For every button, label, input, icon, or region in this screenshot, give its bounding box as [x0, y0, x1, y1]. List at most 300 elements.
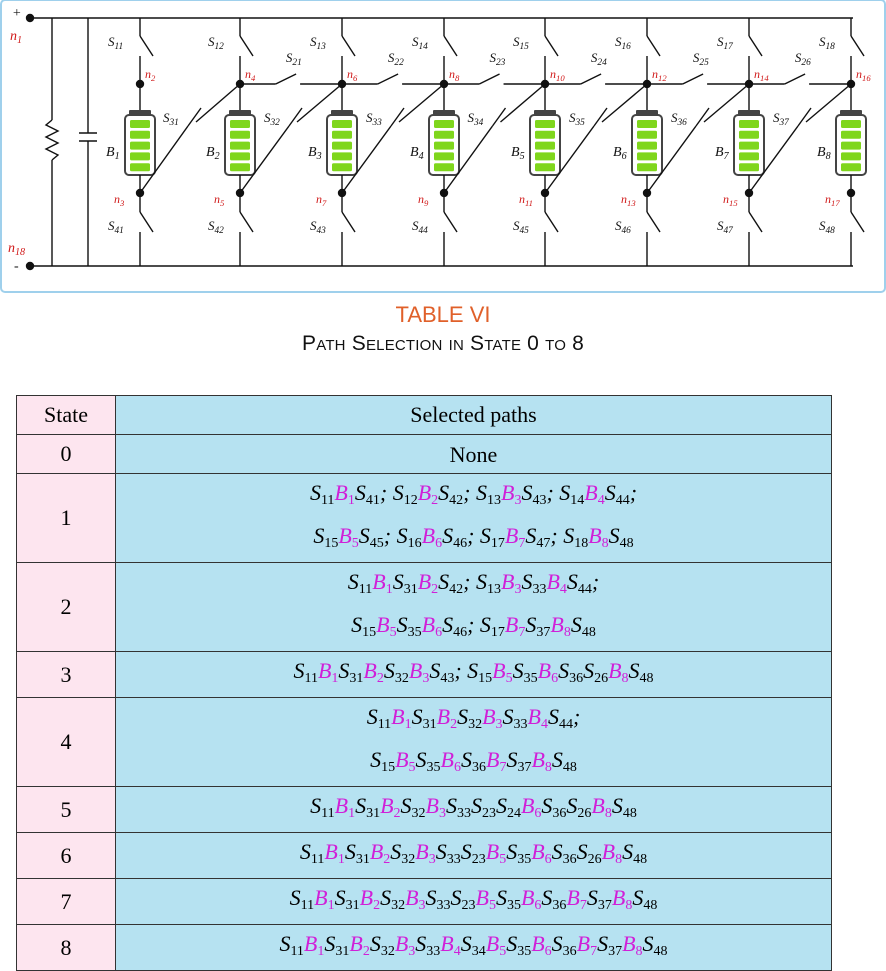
switch-label-top: $S_{13}$ — [310, 34, 326, 52]
switch-term: $S_{12}$ — [392, 480, 418, 508]
battery-term: $B_3$ — [405, 885, 426, 913]
paths-cell — [116, 435, 832, 474]
switch-term: $S_{33}$ — [521, 569, 547, 597]
battery-term: $B_3$ — [482, 704, 503, 732]
battery-term: $B_6$ — [520, 793, 542, 821]
switch-label-diag: $S_{36}$ — [671, 110, 687, 128]
node-label-n1: $n_1$ — [10, 29, 23, 46]
switch-term: $S_{13}$ — [475, 480, 501, 508]
state-cell: 3 — [17, 652, 116, 698]
switch-term: $S_{48}$ — [551, 747, 577, 775]
diag-switch-blade — [188, 108, 201, 126]
switch-term: $S_{16}$ — [396, 523, 422, 551]
battery-cell — [535, 152, 555, 160]
circuit-figure — [0, 0, 886, 295]
switch-term: $S_{15}$ — [351, 612, 377, 640]
switch-term: $S_{36}$ — [541, 885, 567, 913]
table-title: Path Selection in State 0 to 8 — [302, 332, 584, 355]
switch-term: $S_{23}$ — [470, 793, 496, 821]
state-cell: 1 — [17, 474, 116, 563]
battery-term: $B_8$ — [588, 523, 609, 551]
switch-term: $S_{37}$ — [525, 612, 551, 640]
state-cell: 6 — [17, 833, 116, 879]
battery-term: $B_1$ — [314, 885, 335, 913]
battery-term: $B_1$ — [334, 480, 355, 508]
mid-switch-blade — [276, 74, 296, 84]
path-line — [117, 880, 830, 923]
switch-term: $S_{15}$ — [313, 523, 339, 551]
state-cell: 4 — [17, 698, 116, 787]
battery-cell — [332, 163, 352, 171]
switch-term: $S_{45}$ — [358, 523, 384, 551]
battery-cell — [637, 120, 657, 128]
node-label-top: $n_{10}$ — [550, 67, 565, 83]
battery-cell — [230, 142, 250, 150]
switch-label-mid: $S_{23}$ — [489, 50, 506, 68]
battery-term: $B_2$ — [436, 704, 458, 732]
battery-cell — [230, 120, 250, 128]
battery-cell — [130, 120, 150, 128]
switch-term: $S_{26}$ — [583, 658, 609, 686]
switch-term: $S_{48}$ — [570, 612, 596, 640]
paths-cell — [116, 563, 832, 652]
battery-cell — [637, 152, 657, 160]
battery-cell — [637, 163, 657, 171]
switch-term: $S_{11}$ — [309, 480, 335, 508]
switch-term: $S_{48}$ — [642, 931, 668, 959]
battery-cell — [130, 131, 150, 139]
switch-term: $S_{37}$ — [586, 885, 612, 913]
switch-term: $S_{32}$ — [383, 658, 409, 686]
switch-term: $S_{32}$ — [380, 885, 406, 913]
battery-term: $B_1$ — [317, 658, 339, 686]
switch-term: $S_{33}$ — [415, 931, 441, 959]
switch-term: $S_{18}$ — [563, 523, 589, 551]
battery-term: $B_6$ — [531, 931, 552, 959]
switch-term: $S_{35}$ — [495, 885, 521, 913]
switch-term: $S_{14}$ — [559, 480, 585, 508]
mid-switch-blade — [479, 74, 499, 84]
battery-label: $B_8$ — [817, 145, 831, 162]
switch-label-top: $S_{15}$ — [513, 34, 529, 52]
switch-label-bottom: $S_{41}$ — [108, 218, 124, 236]
switch-term: $S_{23}$ — [450, 885, 476, 913]
path-line: None — [449, 441, 498, 467]
switch-bottom-blade — [851, 212, 864, 232]
switch-term: $S_{11}$ — [366, 704, 392, 732]
switch-term: $S_{46}$ — [442, 612, 468, 640]
battery-term: $B_2$ — [417, 480, 439, 508]
battery-term: $B_7$ — [504, 612, 526, 640]
battery-cell — [130, 142, 150, 150]
header-selected-paths: Selected paths — [116, 396, 832, 435]
switch-term: $S_{23}$ — [460, 839, 486, 867]
switch-term: $S_{32}$ — [390, 839, 416, 867]
mid-switch-blade — [785, 74, 805, 84]
node-label-top: $n_4$ — [245, 67, 256, 83]
path-line: $S_{11}B_1S_{31}B_2S_{42}$; $S_{13}B_3S_{33}B_4S_{44}$; — [347, 569, 600, 597]
battery-cell — [535, 120, 555, 128]
battery-term: $B_2$ — [369, 839, 391, 867]
battery-term: $B_4$ — [440, 931, 461, 959]
battery-cell — [535, 131, 555, 139]
switch-label-mid: $S_{22}$ — [387, 50, 404, 68]
diag-switch-blade — [798, 108, 811, 126]
battery-cell — [230, 131, 250, 139]
switch-top-blade — [444, 36, 457, 56]
switch-term: $S_{26}$ — [576, 839, 602, 867]
state-cell: 7 — [17, 879, 116, 925]
switch-label-diag: $S_{31}$ — [163, 110, 179, 128]
mid-switch-blade — [581, 74, 601, 84]
resistor-symbol — [46, 120, 58, 160]
switch-term: $S_{33}$ — [435, 839, 461, 867]
switch-label-mid: $S_{24}$ — [590, 50, 607, 68]
battery-term: $B_5$ — [338, 523, 359, 551]
switch-term: $S_{44}$ — [566, 569, 592, 597]
switch-bottom-blade — [545, 212, 558, 232]
battery-label: $B_4$ — [410, 145, 424, 162]
switch-term: $S_{31}$ — [338, 658, 364, 686]
battery-cell — [739, 163, 759, 171]
state-cell: 8 — [17, 925, 116, 971]
battery-cell — [130, 163, 150, 171]
battery-cell — [434, 142, 454, 150]
battery-label: $B_7$ — [715, 145, 729, 162]
node-label-top: $n_{12}$ — [652, 67, 667, 83]
battery-term: $B_4$ — [584, 480, 605, 508]
battery-term: $B_7$ — [566, 885, 587, 913]
switch-label-top: $S_{14}$ — [412, 34, 428, 52]
paths-cell — [116, 652, 832, 698]
battery-term: $B_7$ — [504, 523, 526, 551]
switch-term: $S_{35}$ — [506, 931, 532, 959]
circuit-diagram — [0, 0, 886, 295]
battery-term: $B_1$ — [303, 931, 325, 959]
node-label-top: $n_8$ — [449, 67, 460, 83]
switch-term: $S_{11}$ — [299, 839, 325, 867]
table-row — [17, 787, 832, 833]
table-row — [17, 652, 832, 698]
switch-term: $S_{36}$ — [461, 747, 486, 775]
battery-cell — [434, 120, 454, 128]
battery-cell — [535, 163, 555, 171]
node-label-bottom: $n_{13}$ — [621, 192, 636, 208]
header-state: State — [17, 396, 116, 435]
switch-term: $S_{34}$ — [460, 931, 486, 959]
battery-term: $B_6$ — [421, 612, 443, 640]
switch-bottom-blade — [749, 212, 762, 232]
switch-term: $S_{44}$ — [547, 704, 573, 732]
switch-term: $S_{33}$ — [445, 793, 471, 821]
switch-label-mid: $S_{26}$ — [794, 50, 811, 68]
battery-term: $B_7$ — [486, 747, 507, 775]
rail-plus-label: + — [12, 6, 22, 21]
battery-term: $B_4$ — [546, 569, 567, 597]
switch-term: $S_{31}$ — [411, 704, 437, 732]
battery-term: $B_7$ — [576, 931, 598, 959]
switch-bottom-blade — [240, 212, 253, 232]
path-line: $S_{11}B_1S_{31}B_2S_{32}B_3S_{33}B_4S_{44}$; — [366, 704, 581, 732]
battery-cell — [637, 142, 657, 150]
switch-term: $S_{48}$ — [611, 793, 637, 821]
switch-term: $S_{11}$ — [347, 569, 373, 597]
switch-term: $S_{48}$ — [622, 839, 648, 867]
path-selection-table — [16, 395, 832, 971]
battery-term: $B_6$ — [531, 839, 552, 867]
switch-term: $S_{37}$ — [506, 747, 532, 775]
battery-label: $B_6$ — [613, 145, 627, 162]
node-label-top: $n_{14}$ — [754, 67, 769, 83]
battery-term: $B_2$ — [349, 931, 370, 959]
switch-top-blade — [240, 36, 253, 56]
switch-term: $S_{35}$ — [415, 747, 441, 775]
switch-term: $S_{33}$ — [502, 704, 528, 732]
switch-term: $S_{36}$ — [558, 658, 584, 686]
switch-label-mid: $S_{25}$ — [692, 50, 709, 68]
battery-term: $B_5$ — [395, 747, 416, 775]
switch-label-bottom: $S_{48}$ — [819, 218, 835, 236]
switch-term: $S_{32}$ — [369, 931, 395, 959]
table-row — [17, 698, 832, 787]
switch-term: $S_{32}$ — [457, 704, 483, 732]
switch-term: $S_{31}$ — [324, 931, 350, 959]
battery-cell — [841, 152, 861, 160]
battery-term: $B_2$ — [417, 569, 439, 597]
switch-term: $S_{36}$ — [541, 793, 567, 821]
switch-term: $S_{31}$ — [334, 885, 360, 913]
battery-cell — [332, 142, 352, 150]
battery-cell — [434, 152, 454, 160]
battery-term: $B_3$ — [500, 569, 522, 597]
switch-term: $S_{43}$ — [521, 480, 547, 508]
mid-switch-blade — [378, 74, 398, 84]
switch-term: $S_{31}$ — [355, 793, 381, 821]
battery-term: $B_8$ — [622, 931, 643, 959]
paths-cell — [116, 925, 832, 971]
switch-term: $S_{35}$ — [396, 612, 422, 640]
table-number: TABLE VI — [395, 302, 491, 327]
battery-cell — [841, 131, 861, 139]
node-label-bottom: $n_5$ — [214, 192, 225, 208]
path-line: $S_{15}B_5S_{45}$; $S_{16}B_6S_{46}$; $S_{17}B_7S_{47}$; $S_{18}B_8S_{48}$ — [313, 523, 634, 551]
battery-cell — [332, 152, 352, 160]
battery-cell — [332, 131, 352, 139]
switch-top-blade — [851, 36, 864, 56]
diag-switch-blade — [391, 108, 404, 126]
switch-term: $S_{42}$ — [438, 480, 464, 508]
switch-label-mid: $S_{21}$ — [285, 50, 302, 68]
terminal-pos — [26, 14, 34, 22]
paths-cell — [116, 833, 832, 879]
switch-bottom-blade — [444, 212, 457, 232]
diag-switch-blade — [696, 108, 709, 126]
switch-term: $S_{11}$ — [293, 658, 318, 686]
battery-term: $B_2$ — [363, 658, 384, 686]
switch-term: $S_{17}$ — [479, 523, 505, 551]
switch-term: $S_{24}$ — [495, 793, 521, 821]
node-label-top: $n_{16}$ — [856, 67, 871, 83]
switch-term: $S_{44}$ — [604, 480, 630, 508]
battery-term: $B_1$ — [372, 569, 393, 597]
switch-top-blade — [140, 36, 153, 56]
paths-cell — [116, 787, 832, 833]
node-label-n18: $n_{18}$ — [8, 241, 26, 258]
diag-switch-blade — [594, 108, 607, 126]
path-line — [117, 742, 830, 785]
table-row — [17, 879, 832, 925]
battery-cell — [841, 163, 861, 171]
battery-cell — [130, 152, 150, 160]
node-label-bottom: $n_9$ — [418, 192, 429, 208]
switch-term: $S_{32}$ — [400, 793, 426, 821]
switch-bottom-blade — [342, 212, 355, 232]
path-line — [117, 834, 830, 877]
switch-label-diag: $S_{33}$ — [366, 110, 382, 128]
node-label-bottom: $n_{15}$ — [723, 192, 738, 208]
switch-top-blade — [342, 36, 355, 56]
battery-cell — [841, 142, 861, 150]
switch-term: $S_{15}$ — [467, 658, 493, 686]
battery-term: $B_2$ — [359, 885, 381, 913]
battery-cell — [332, 120, 352, 128]
switch-term: $S_{11}$ — [289, 885, 315, 913]
battery-term: $B_6$ — [520, 885, 542, 913]
switch-term: $S_{13}$ — [475, 569, 501, 597]
battery-term: $B_1$ — [334, 793, 356, 821]
battery-cell — [230, 163, 250, 171]
switch-term: $S_{43}$ — [429, 658, 455, 686]
battery-label: $B_3$ — [308, 145, 322, 162]
switch-term: $S_{41}$ — [354, 480, 380, 508]
switch-term: $S_{36}$ — [551, 931, 577, 959]
battery-label: $B_2$ — [206, 145, 220, 162]
switch-top-blade — [647, 36, 660, 56]
switch-label-bottom: $S_{44}$ — [412, 218, 428, 236]
node-label-bottom: $n_3$ — [114, 192, 125, 208]
mid-switch-blade — [683, 74, 703, 84]
battery-term: $B_5$ — [485, 839, 507, 867]
battery-term: $B_3$ — [425, 793, 446, 821]
state-cell: 0 — [17, 435, 116, 474]
battery-cell — [739, 152, 759, 160]
switch-label-top: $S_{16}$ — [615, 34, 631, 52]
switch-label-diag: $S_{35}$ — [569, 110, 585, 128]
battery-term: $B_5$ — [485, 931, 507, 959]
battery-term: $B_3$ — [408, 658, 430, 686]
switch-term: $S_{35}$ — [512, 658, 538, 686]
diag-switch-blade — [289, 108, 302, 126]
switch-label-bottom: $S_{43}$ — [310, 218, 326, 236]
battery-term: $B_8$ — [601, 839, 623, 867]
diag-switch-blade — [493, 108, 506, 126]
battery-term: $B_1$ — [391, 704, 412, 732]
switch-term: $S_{11}$ — [310, 793, 335, 821]
battery-term: $B_8$ — [591, 793, 612, 821]
switch-term: $S_{26}$ — [566, 793, 592, 821]
switch-label-top: $S_{17}$ — [717, 34, 733, 52]
battery-term: $B_5$ — [376, 612, 397, 640]
battery-cell — [739, 142, 759, 150]
battery-cell — [637, 131, 657, 139]
table-row — [17, 563, 832, 652]
switch-label-top: $S_{12}$ — [208, 34, 224, 52]
switch-bottom-blade — [647, 212, 660, 232]
node-label-bottom: $n_{11}$ — [519, 192, 533, 208]
table-row — [17, 435, 832, 474]
battery-label: $B_5$ — [511, 145, 525, 162]
paths-cell — [116, 879, 832, 925]
battery-cell — [434, 131, 454, 139]
switch-term: $S_{31}$ — [392, 569, 418, 597]
switch-label-diag: $S_{34}$ — [467, 110, 484, 128]
switch-term: $S_{46}$ — [442, 523, 468, 551]
path-line — [117, 788, 830, 831]
path-line — [117, 926, 830, 969]
paths-cell — [116, 474, 832, 563]
switch-label-bottom: $S_{45}$ — [513, 218, 529, 236]
battery-term: $B_6$ — [537, 658, 559, 686]
node-label-bottom: $n_{17}$ — [825, 192, 840, 208]
battery-term: $B_5$ — [475, 885, 496, 913]
switch-bottom-blade — [140, 212, 153, 232]
path-line: $S_{11}B_1S_{41}$; $S_{12}B_2S_{42}$; $S_{13}B_3S_{43}$; $S_{14}B_4S_{44}$; — [309, 480, 638, 508]
switch-term: $S_{48}$ — [608, 523, 634, 551]
battery-term: $B_8$ — [550, 612, 571, 640]
switch-label-diag: $S_{32}$ — [264, 110, 280, 128]
battery-term: $B_3$ — [500, 480, 522, 508]
node-label-top: $n_6$ — [347, 67, 358, 83]
switch-label-top: $S_{11}$ — [108, 34, 124, 52]
battery-term: $B_3$ — [394, 931, 416, 959]
table-row — [17, 925, 832, 971]
switch-label-top: $S_{18}$ — [819, 34, 835, 52]
paths-cell — [116, 698, 832, 787]
switch-term: $S_{48}$ — [628, 658, 654, 686]
switch-term: $S_{42}$ — [438, 569, 464, 597]
table-row — [17, 833, 832, 879]
battery-cell — [434, 163, 454, 171]
battery-cell — [535, 142, 555, 150]
switch-term: $S_{15}$ — [370, 747, 396, 775]
node-label-top: $n_2$ — [145, 67, 156, 83]
terminal-neg — [26, 262, 34, 270]
table-header-row — [17, 396, 832, 435]
path-line: $S_{11}B_1S_{31}B_2S_{32}B_3S_{43}$; $S_{15}B_5S_{35}B_6S_{36}S_{26}B_8S_{48}$ — [293, 658, 654, 686]
path-line: $S_{15}B_5S_{35}B_6S_{46}$; $S_{17}B_7S_{37}B_8S_{48}$ — [351, 612, 596, 640]
state-cell: 5 — [17, 787, 116, 833]
node-label-bottom: $n_7$ — [316, 192, 327, 208]
battery-term: $B_6$ — [421, 523, 443, 551]
battery-term: $B_1$ — [324, 839, 345, 867]
rail-minus-label: - — [14, 259, 19, 274]
switch-term: $S_{36}$ — [551, 839, 577, 867]
battery-cell — [841, 120, 861, 128]
switch-label-bottom: $S_{47}$ — [717, 218, 733, 236]
table-row — [17, 474, 832, 563]
switch-term: $S_{37}$ — [597, 931, 623, 959]
battery-term: $B_2$ — [380, 793, 401, 821]
battery-cell — [230, 152, 250, 160]
battery-label: $B_1$ — [106, 145, 120, 162]
battery-cell — [739, 120, 759, 128]
battery-term: $B_8$ — [531, 747, 552, 775]
battery-term: $B_6$ — [440, 747, 461, 775]
switch-top-blade — [749, 36, 762, 56]
switch-label-diag: $S_{37}$ — [773, 110, 789, 128]
switch-term: $S_{11}$ — [279, 931, 304, 959]
battery-term: $B_5$ — [492, 658, 513, 686]
